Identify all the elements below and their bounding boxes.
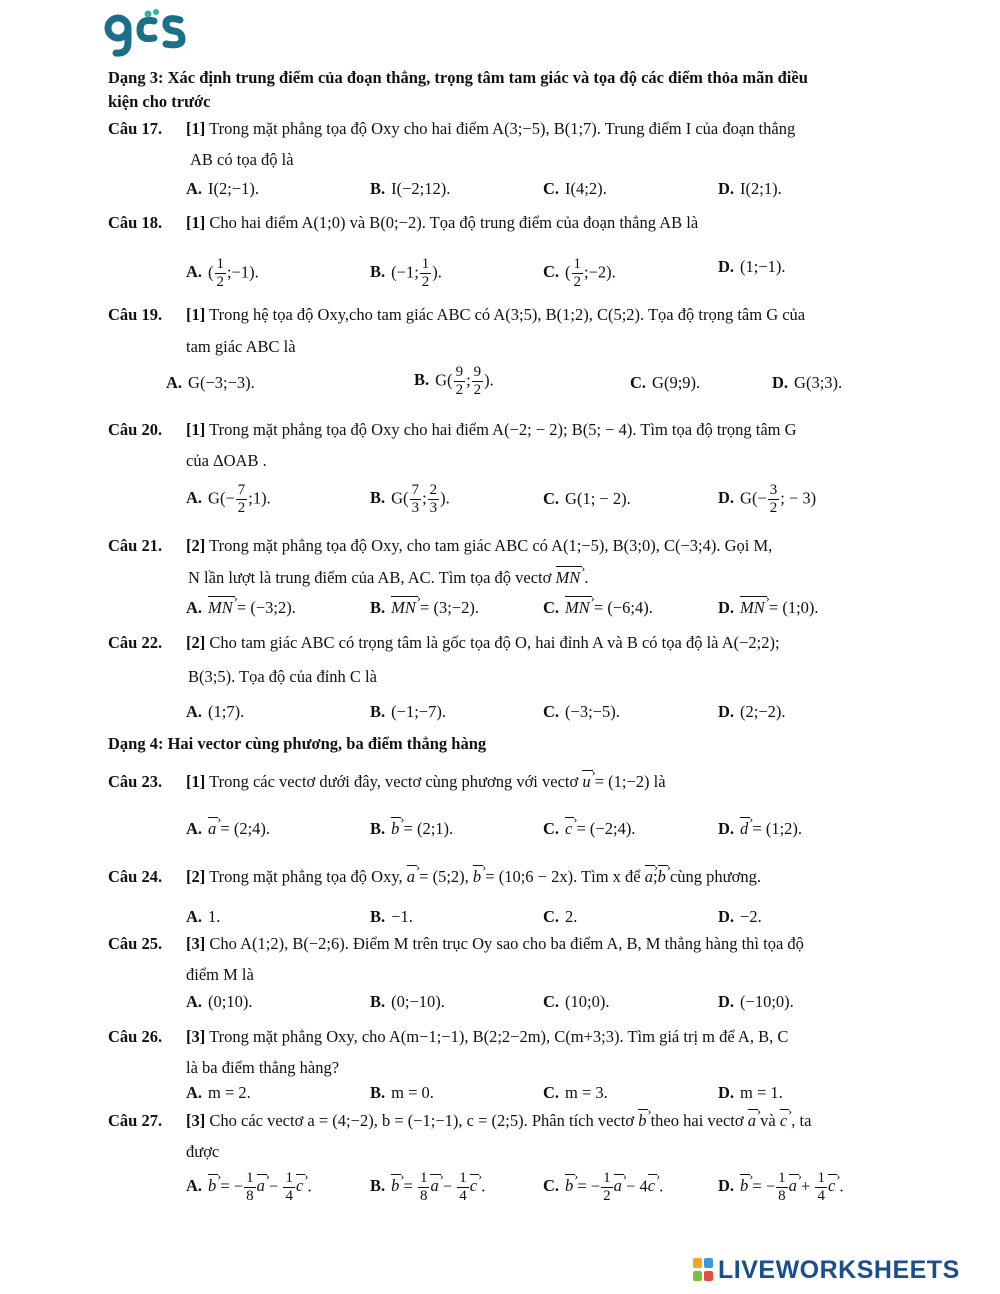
option-a[interactable]: A. G(−3;−3).	[166, 373, 255, 392]
section-heading-dang-4: Dạng 4: Hai vector cùng phương, ba điểm thẳng hàng	[108, 734, 487, 753]
option-b[interactable]: B. −1.	[370, 907, 413, 926]
option-a[interactable]: A. I(2;−1).	[186, 179, 260, 198]
question-18: Câu 18. [1] Cho hai điểm A(1;0) và B(0;−2). Tọa độ trung điểm của đoạn thẳng AB là	[108, 213, 699, 232]
option-d[interactable]: D.› MN = (1;0).	[718, 597, 819, 619]
option-b[interactable]: B.› b = $\frac{1}{8}$ › a − $\frac{1}{4}$ › c .	[370, 1170, 485, 1205]
section-title-line2: kiện cho trước	[108, 92, 211, 111]
question-19: Câu 19. [1] Trong hệ tọa độ Oxy,cho tam giác ABC có A(3;5), B(1;2), C(5;2). Tọa độ trọng tâm G của	[108, 305, 806, 324]
question-17: Câu 17. [1] Trong mặt phẳng tọa độ Oxy cho hai điểm A(3;−5), B(1;7). Trung điểm I của đoạn thẳng	[108, 119, 796, 138]
option-a[interactable]: A. (0;10).	[186, 992, 253, 1011]
option-c[interactable]: C. 2.	[543, 907, 578, 926]
svg-text:gcs: gcs	[104, 60, 106, 61]
option-d[interactable]: D.› b = − $\frac{1}{8}$ › a + $\frac{1}{4}$ › c .	[718, 1170, 844, 1205]
option-a[interactable]: A. (1;7).	[186, 702, 245, 721]
option-a[interactable]: A. m = 2.	[186, 1083, 251, 1102]
option-b[interactable]: B. I(−2;12).	[370, 179, 451, 198]
option-c[interactable]: C. G(1; − 2).	[543, 489, 631, 508]
question-17-cont: AB có tọa độ là	[190, 150, 294, 169]
section-title-line1: Dạng 3: Xác định trung điểm của đoạn thẳng, trọng tâm tam giác và tọa độ các điểm thỏa mãn điều	[108, 68, 808, 87]
question-26-cont: là ba điểm thẳng hàng?	[186, 1058, 340, 1077]
question-24: Câu 24. [2] Trong mặt phẳng tọa độ Oxy, › a = (5;2), › b = (10;6 − 2x). Tìm x để › a;› b cùng phương.	[108, 866, 761, 888]
liveworksheets-logo-icon	[692, 1257, 714, 1283]
question-20-cont: của ΔOAB .	[186, 451, 267, 470]
option-b[interactable]: B.› b = (2;1).	[370, 818, 453, 840]
option-b[interactable]: B. (−1; $\frac{1}{2}$ ).	[370, 256, 442, 290]
option-b[interactable]: B.› MN = (3;−2).	[370, 597, 479, 619]
option-b[interactable]: B. (−1;−7).	[370, 702, 446, 721]
question-27: Câu 27. [3] Cho các vectơ a = (4;−2), b = (−1;−1), c = (2;5). Phân tích vectơ › b theo hai vectơ › a và › c , ta	[108, 1110, 811, 1132]
option-b[interactable]: B. m = 0.	[370, 1083, 434, 1102]
option-d[interactable]: D.› d = (1;2).	[718, 818, 802, 840]
option-c[interactable]: C. (10;0).	[543, 992, 610, 1011]
question-27-cont: được	[186, 1142, 220, 1161]
question-22: Câu 22. [2] Cho tam giác ABC có trọng tâm là gốc tọa độ O, hai đỉnh A và B có tọa độ là A(−2;2);	[108, 633, 780, 652]
option-c[interactable]: C. m = 3.	[543, 1083, 608, 1102]
option-c[interactable]: C.› MN = (−6;4).	[543, 597, 653, 619]
question-20: Câu 20. [1] Trong mặt phẳng tọa độ Oxy cho hai điểm A(−2; − 2); B(5; − 4). Tìm tọa độ trọng tâm G	[108, 420, 797, 439]
option-c[interactable]: C. I(4;2).	[543, 179, 607, 198]
option-c[interactable]: C.› b = − $\frac{1}{2}$ › a − 4› c .	[543, 1170, 663, 1205]
question-21-cont: N lần lượt là trung điểm của AB, AC. Tìm tọa độ vectơ › MN .	[188, 567, 589, 589]
option-d[interactable]: D. G(3;3).	[772, 373, 843, 392]
option-c[interactable]: C. (−3;−5).	[543, 702, 620, 721]
option-d[interactable]: D. (2;−2).	[718, 702, 786, 721]
option-a[interactable]: A. ( $\frac{1}{2}$ ;−1).	[186, 256, 259, 290]
option-a[interactable]: A.› MN = (−3;2).	[186, 597, 296, 619]
option-b[interactable]: B. (0;−10).	[370, 992, 445, 1011]
option-d[interactable]: D. −2.	[718, 907, 762, 926]
option-a[interactable]: A.› a = (2;4).	[186, 818, 270, 840]
option-a[interactable]: A.› b = − $\frac{1}{8}$ › a − $\frac{1}{4}$ › c .	[186, 1170, 312, 1205]
question-26: Câu 26. [3] Trong mặt phẳng Oxy, cho A(m−1;−1), B(2;2−2m), C(m+3;3). Tìm giá trị m để A, B, C	[108, 1027, 789, 1046]
option-a[interactable]: A. G(− $\frac{7}{2}$ ;1).	[186, 482, 271, 516]
option-d[interactable]: D. (−10;0).	[718, 992, 794, 1011]
gcs-logo	[104, 8, 188, 60]
question-22-cont: B(3;5). Tọa độ của đỉnh C là	[188, 667, 377, 686]
liveworksheets-brand[interactable]	[692, 1254, 992, 1286]
option-d[interactable]: D. (1;−1).	[718, 257, 786, 276]
liveworksheets-text: LIVEWORKSHEETS	[718, 1255, 960, 1284]
option-c[interactable]: C. G(9;9).	[630, 373, 701, 392]
option-d[interactable]: D. m = 1.	[718, 1083, 783, 1102]
question-25-cont: điểm M là	[186, 965, 254, 984]
option-d[interactable]: D. G(− $\frac{3}{2}$ ; − 3)	[718, 482, 817, 516]
option-c[interactable]: C. ( $\frac{1}{2}$ ;−2).	[543, 256, 616, 290]
option-b[interactable]: B. G( $\frac{9}{2}$ ; $\frac{9}{2}$ ).	[414, 364, 494, 398]
question-21: Câu 21. [2] Trong mặt phẳng tọa độ Oxy, cho tam giác ABC có A(1;−5), B(3;0), C(−3;4). Gọi M,	[108, 536, 773, 555]
section-heading-dang-3	[108, 66, 908, 114]
option-d[interactable]: D. I(2;1).	[718, 179, 782, 198]
option-a[interactable]: A. 1.	[186, 907, 221, 926]
question-19-cont: tam giác ABC là	[186, 337, 296, 356]
question-25: Câu 25. [3] Cho A(1;2), B(−2;6). Điểm M trên trục Oy sao cho ba điểm A, B, M thẳng hàng thì tọa độ	[108, 934, 804, 953]
question-23: Câu 23. [1] Trong các vectơ dưới đây, vectơ cùng phương với vectơ › u = (1;−2) là	[108, 771, 666, 793]
option-c[interactable]: C.› c = (−2;4).	[543, 818, 635, 840]
option-b[interactable]: B. G( $\frac{7}{3}$ ; $\frac{2}{3}$ ).	[370, 482, 450, 516]
